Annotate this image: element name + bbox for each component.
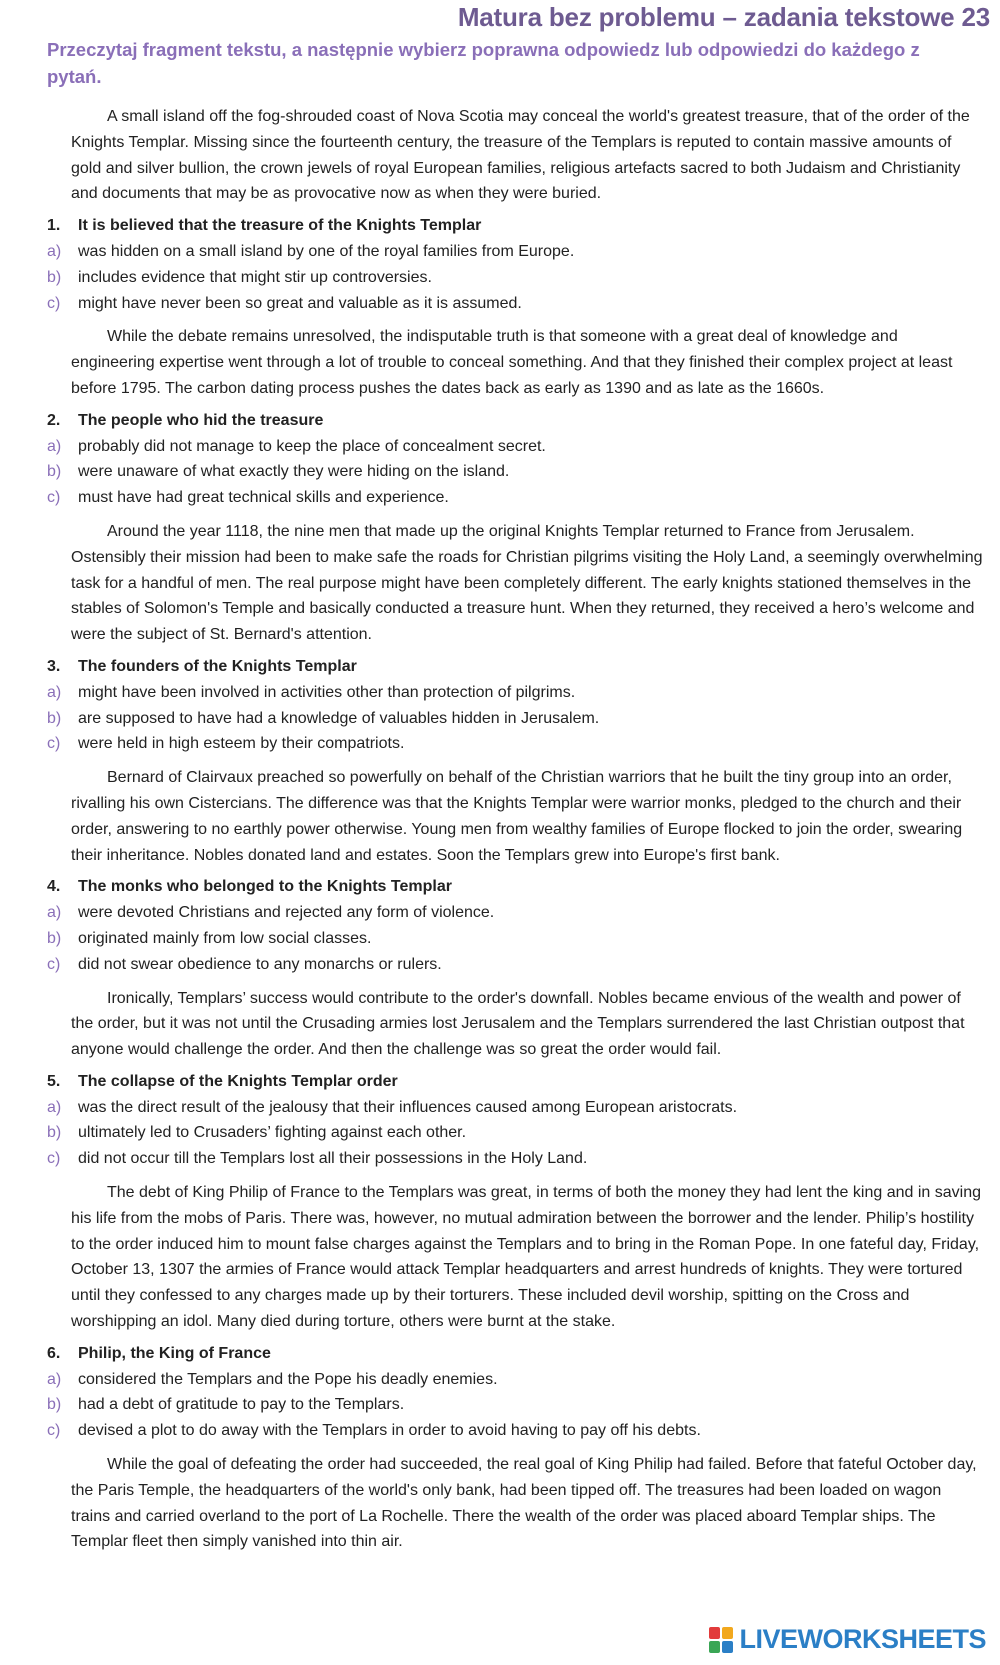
question-text: The founders of the Knights Templar [78, 657, 357, 675]
reading-paragraph: Around the year 1118, the nine men that made up the original Knights Templar returned to France from Jerusalem. Ostensibly their mission had been to make safe the roads for Christian pilgrims visiting the Holy Land, a seemingly overwhelming task for a handful of men. The real purpose might have been completely different. The early knights stationed themselves in the stables of Solomon's Temple and basically conducted a treasure hunt. When they returned, they received a hero’s welcome and were the subject of St. Bernard's attention. [71, 522, 983, 644]
option-text: were unaware of what exactly they were hiding on the island. [78, 463, 510, 481]
question-text: It is believed that the treasure of the Knights Templar [78, 217, 482, 235]
answer-option[interactable] [47, 459, 983, 485]
option-text: might have never been so great and valuable as it is assumed. [78, 294, 522, 312]
option-letter: c) [47, 489, 61, 507]
page-title: Matura bez problemu – zadania tekstowe 23 [457, 2, 990, 32]
option-text: must have had great technical skills and experience. [78, 489, 449, 507]
question-number: 2. [47, 411, 61, 429]
answer-option[interactable] [47, 1120, 983, 1146]
option-text: devised a plot to do away with the Templars in order to avoid having to pay off his debts. [78, 1422, 701, 1440]
option-text: was hidden on a small island by one of the royal families from Europe. [78, 242, 575, 260]
answer-option[interactable] [47, 926, 983, 952]
question-stem [47, 213, 983, 239]
answer-option[interactable] [47, 1095, 983, 1121]
option-text: was the direct result of the jealousy that their influences caused among European aristocrats. [78, 1098, 738, 1116]
question-number: 4. [47, 878, 61, 896]
closing-paragraph: While the goal of defeating the order had succeeded, the real goal of King Philip had failed. Before that fateful October day, the Paris Temple, the headquarters of the world's only bank, had been tipped off. The treasures had been loaded on wagon trains and carried overland to the port of La Rochelle. There the wealth of the order was placed aboard Templar ships. The Templar fleet then simply vanished into thin air. [71, 1456, 977, 1551]
option-letter: a) [47, 683, 62, 701]
option-letter: b) [47, 709, 62, 727]
question-block [47, 408, 983, 511]
reading-paragraph: Bernard of Clairvaux preached so powerfully on behalf of the Christian warriors that he built the tiny group into an order, rivalling his own Cistercians. The difference was that the Knights Templar were warrior monks, pledged to the church and their order, answering to no earthly power otherwise. Young men from wealthy families of Europe flocked to join the order, swearing their inheritance. Nobles donated land and estates. Soon the Templars grew into Europe's first bank. [71, 769, 963, 864]
question-number: 6. [47, 1344, 61, 1362]
answer-option[interactable] [47, 680, 983, 706]
question-number: 3. [47, 657, 61, 675]
question-block [47, 1341, 983, 1444]
answer-option[interactable] [47, 731, 983, 757]
option-text: are supposed to have had a knowledge of valuables hidden in Jerusalem. [78, 709, 600, 727]
answer-option[interactable] [47, 239, 983, 265]
option-text: originated mainly from low social classes. [78, 929, 372, 947]
reading-paragraph: While the debate remains unresolved, the indisputable truth is that someone with a great deal of knowledge and engineering expertise went through a lot of trouble to conceal something. And that they finished their complex project at least before 1795. The carbon dating process pushes the dates back as early as 1390 and as late as the 1660s. [71, 328, 953, 397]
answer-option[interactable] [47, 1418, 983, 1444]
option-text: includes evidence that might stir up controversies. [78, 268, 432, 286]
option-letter: b) [47, 463, 62, 481]
option-letter: a) [47, 242, 62, 260]
answer-option[interactable] [47, 1392, 983, 1418]
option-text: probably did not manage to keep the place of concealment secret. [78, 437, 546, 455]
answer-option[interactable] [47, 952, 983, 978]
option-letter: b) [47, 1124, 62, 1142]
option-text: did not occur till the Templars lost all their possessions in the Holy Land. [78, 1150, 588, 1168]
option-text: considered the Templars and the Pope his deadly enemies. [78, 1370, 498, 1388]
reading-paragraph: Ironically, Templars’ success would contribute to the order's downfall. Nobles became envious of the wealth and power of the order, but it was not until the Crusading armies lost Jerusalem and the Templars surrendered the last Christian outpost that anyone would challenge the order. And then the challenge was so great the order would fail. [71, 989, 965, 1059]
option-text: might have been involved in activities other than protection of pilgrims. [78, 683, 576, 701]
option-text: had a debt of gratitude to pay to the Templars. [78, 1396, 405, 1414]
option-letter: a) [47, 1370, 62, 1388]
answer-option[interactable] [47, 265, 983, 291]
instruction-text: Przeczytaj fragment tekstu, a następnie wybierz poprawna odpowiedz lub odpowiedzi do każdego z pytań. [47, 39, 920, 87]
option-letter: a) [47, 437, 62, 455]
question-stem [47, 1069, 983, 1095]
answer-option[interactable] [47, 900, 983, 926]
option-letter: a) [47, 1098, 62, 1116]
question-text: The monks who belonged to the Knights Templar [78, 878, 452, 896]
liveworksheets-logo-text: LIVEWORKSHEETS [739, 1624, 986, 1654]
answer-option[interactable] [47, 1146, 983, 1172]
option-letter: c) [47, 955, 61, 973]
option-text: did not swear obedience to any monarchs or rulers. [78, 955, 442, 973]
liveworksheets-logo-icon [709, 1627, 733, 1653]
question-stem [47, 874, 983, 900]
option-text: were held in high esteem by their compatriots. [78, 735, 405, 753]
question-block [47, 654, 983, 757]
reading-paragraph: The debt of King Philip of France to the Templars was great, in terms of both the money they had lent the king and in saving his life from the mobs of Paris. There was, however, no mutual admiration between the borrower and the lender. Philip’s hostility to the order induced him to mount false charges against the Templars and to bring in the Roman Pope. In one fateful day, Friday, October 13, 1307 the armies of France would attack Templar headquarters and arrest hundreds of knights. They were tortured until they confessed to any charges made up by their torturers. These included devil worship, spitting on the Cross and worshipping an idol. Many died during torture, others were burnt at the stake. [71, 1184, 981, 1331]
question-stem [47, 654, 983, 680]
question-stem [47, 1341, 983, 1367]
option-letter: c) [47, 294, 61, 312]
option-text: ultimately led to Crusaders’ fighting against each other. [78, 1124, 467, 1142]
worksheet-body [47, 104, 983, 1561]
option-letter: c) [47, 1150, 61, 1168]
question-text: The collapse of the Knights Templar order [78, 1072, 398, 1090]
question-block [47, 1069, 983, 1172]
question-text: Philip, the King of France [78, 1344, 271, 1362]
option-letter: b) [47, 929, 62, 947]
option-letter: b) [47, 268, 62, 286]
reading-paragraph: A small island off the fog-shrouded coast of Nova Scotia may conceal the world's greatest treasure, that of the order of the Knights Templar. Missing since the fourteenth century, the treasure of the Templars is reputed to contain massive amounts of gold and silver bullion, the crown jewels of royal European families, religious artefacts sacred to both Judaism and Christianity and documents that may be as provocative now as when they were buried. [71, 108, 970, 203]
question-stem [47, 408, 983, 434]
question-number: 5. [47, 1072, 61, 1090]
option-text: were devoted Christians and rejected any form of violence. [78, 904, 495, 922]
option-letter: c) [47, 735, 61, 753]
answer-option[interactable] [47, 291, 983, 317]
question-block [47, 874, 983, 977]
question-text: The people who hid the treasure [78, 411, 324, 429]
option-letter: c) [47, 1422, 61, 1440]
answer-option[interactable] [47, 1367, 983, 1393]
answer-option[interactable] [47, 485, 983, 511]
question-number: 1. [47, 217, 61, 235]
option-letter: b) [47, 1396, 62, 1414]
question-block [47, 213, 983, 316]
liveworksheets-logo [709, 1624, 986, 1655]
answer-option[interactable] [47, 434, 983, 460]
option-letter: a) [47, 904, 62, 922]
answer-option[interactable] [47, 706, 983, 732]
